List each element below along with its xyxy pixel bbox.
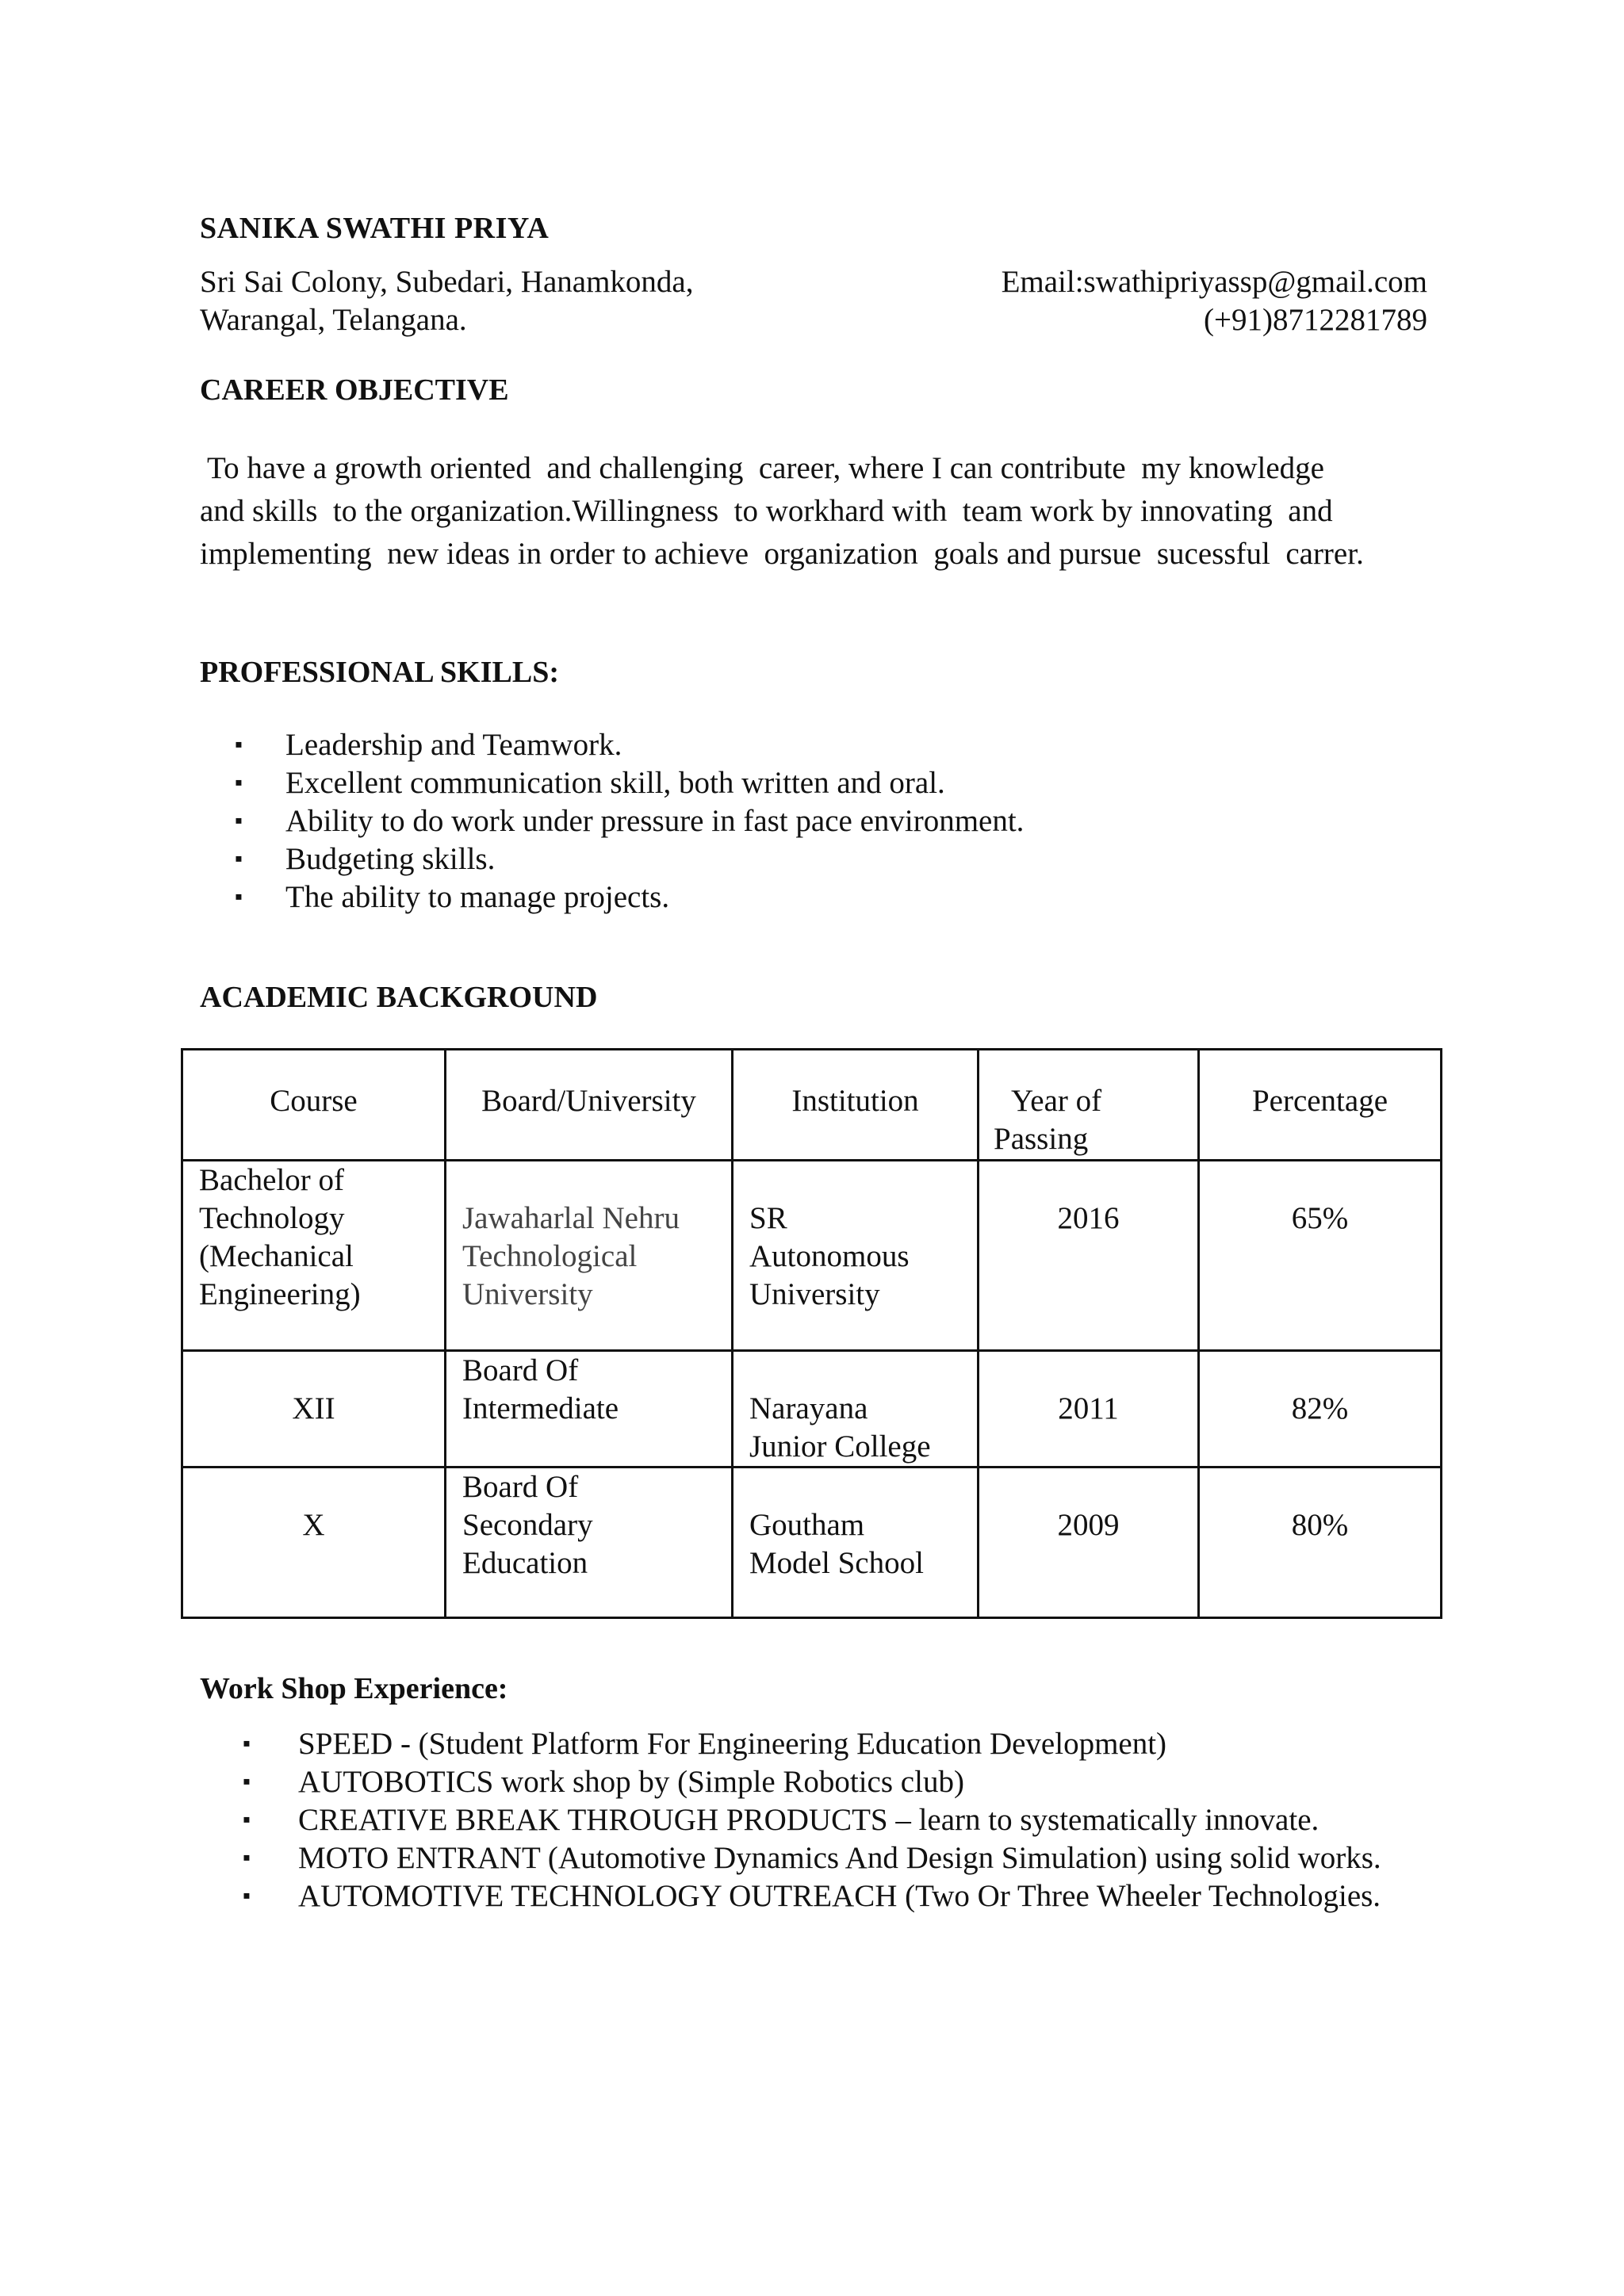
candidate-name: SANIKA SWATHI PRIYA xyxy=(200,212,550,245)
board-cell: Board Of Intermediate xyxy=(446,1351,733,1468)
course-cell: X xyxy=(182,1468,446,1618)
board-cell: Jawaharlal Nehru Technological University xyxy=(446,1161,733,1351)
course-cell: Bachelor of Technology (Mechanical Engineering) xyxy=(182,1161,446,1351)
bullet-icon: ▪ xyxy=(235,809,243,833)
column-header-percentage: Percentage xyxy=(1199,1050,1442,1161)
bullet-icon: ▪ xyxy=(243,1884,251,1908)
list-item: ▪ AUTOBOTICS work shop by (Simple Robotics club) xyxy=(243,1763,1440,1801)
table-row xyxy=(182,1351,1442,1468)
institution-cell: Narayana Junior College xyxy=(733,1351,979,1468)
skills-list xyxy=(235,726,1024,916)
board-cell: Board Of Secondary Education xyxy=(446,1468,733,1618)
objective-line: and skills to the organization.Willingness to workhard with team work by innovating and xyxy=(200,494,1333,528)
column-header-board: Board/University xyxy=(446,1050,733,1161)
year-cell: 2009 xyxy=(979,1468,1199,1618)
table-row xyxy=(182,1468,1442,1618)
professional-skills-heading: PROFESSIONAL SKILLS: xyxy=(200,656,559,689)
course-cell: XII xyxy=(182,1351,446,1468)
bullet-icon: ▪ xyxy=(235,885,243,909)
address-line-1: Sri Sai Colony, Subedari, Hanamkonda, xyxy=(200,265,694,299)
workshop-heading: Work Shop Experience: xyxy=(200,1672,508,1705)
list-item: ▪ The ability to manage projects. xyxy=(235,878,1024,916)
bullet-icon: ▪ xyxy=(243,1846,251,1870)
address-block xyxy=(200,263,693,339)
list-item: ▪ Leadership and Teamwork. xyxy=(235,726,1024,764)
bullet-icon: ▪ xyxy=(235,847,243,871)
institution-cell: SR Autonomous University xyxy=(733,1161,979,1351)
column-header-institution: Institution xyxy=(733,1050,979,1161)
objective-line: To have a growth oriented and challenging career, where I can contribute my knowledge xyxy=(200,451,1324,485)
percentage-cell: 65% xyxy=(1199,1161,1442,1351)
table-header-row xyxy=(182,1050,1442,1161)
academic-background-heading: ACADEMIC BACKGROUND xyxy=(200,981,598,1014)
institution-cell: Goutham Model School xyxy=(733,1468,979,1618)
column-header-year: Year of Passing xyxy=(979,1050,1199,1161)
bullet-icon: ▪ xyxy=(235,733,243,757)
list-item: ▪ SPEED - (Student Platform For Engineering Education Development) xyxy=(243,1725,1440,1763)
bullet-icon: ▪ xyxy=(235,771,243,795)
phone-text: (+91)8712281789 xyxy=(1204,303,1427,337)
bullet-icon: ▪ xyxy=(243,1808,251,1832)
bullet-icon: ▪ xyxy=(243,1732,251,1756)
workshop-list xyxy=(243,1725,1440,1915)
list-item: ▪ MOTO ENTRANT (Automotive Dynamics And Design Simulation) using solid works. xyxy=(243,1839,1440,1877)
list-item: ▪ Excellent communication skill, both written and oral. xyxy=(235,764,1024,802)
email-text: Email:swathipriyassp@gmail.com xyxy=(1001,265,1427,299)
percentage-cell: 80% xyxy=(1199,1468,1442,1618)
percentage-cell: 82% xyxy=(1199,1351,1442,1468)
year-cell: 2016 xyxy=(979,1161,1199,1351)
objective-line: implementing new ideas in order to achieve organization goals and pursue sucessful carrer. xyxy=(200,537,1364,571)
academic-table xyxy=(181,1048,1442,1619)
career-objective-heading: CAREER OBJECTIVE xyxy=(200,373,509,407)
table-row xyxy=(182,1161,1442,1351)
career-objective-text xyxy=(200,447,1437,576)
list-item: ▪ Ability to do work under pressure in fast pace environment. xyxy=(235,802,1024,840)
list-item: ▪ AUTOMOTIVE TECHNOLOGY OUTREACH (Two Or Three Wheeler Technologies. xyxy=(243,1877,1440,1915)
contact-block xyxy=(1002,263,1427,339)
address-line-2: Warangal, Telangana. xyxy=(200,303,467,337)
bullet-icon: ▪ xyxy=(243,1770,251,1794)
column-header-course: Course xyxy=(182,1050,446,1161)
year-cell: 2011 xyxy=(979,1351,1199,1468)
list-item: ▪ Budgeting skills. xyxy=(235,840,1024,878)
list-item: ▪ CREATIVE BREAK THROUGH PRODUCTS – learn to systematically innovate. xyxy=(243,1801,1440,1839)
